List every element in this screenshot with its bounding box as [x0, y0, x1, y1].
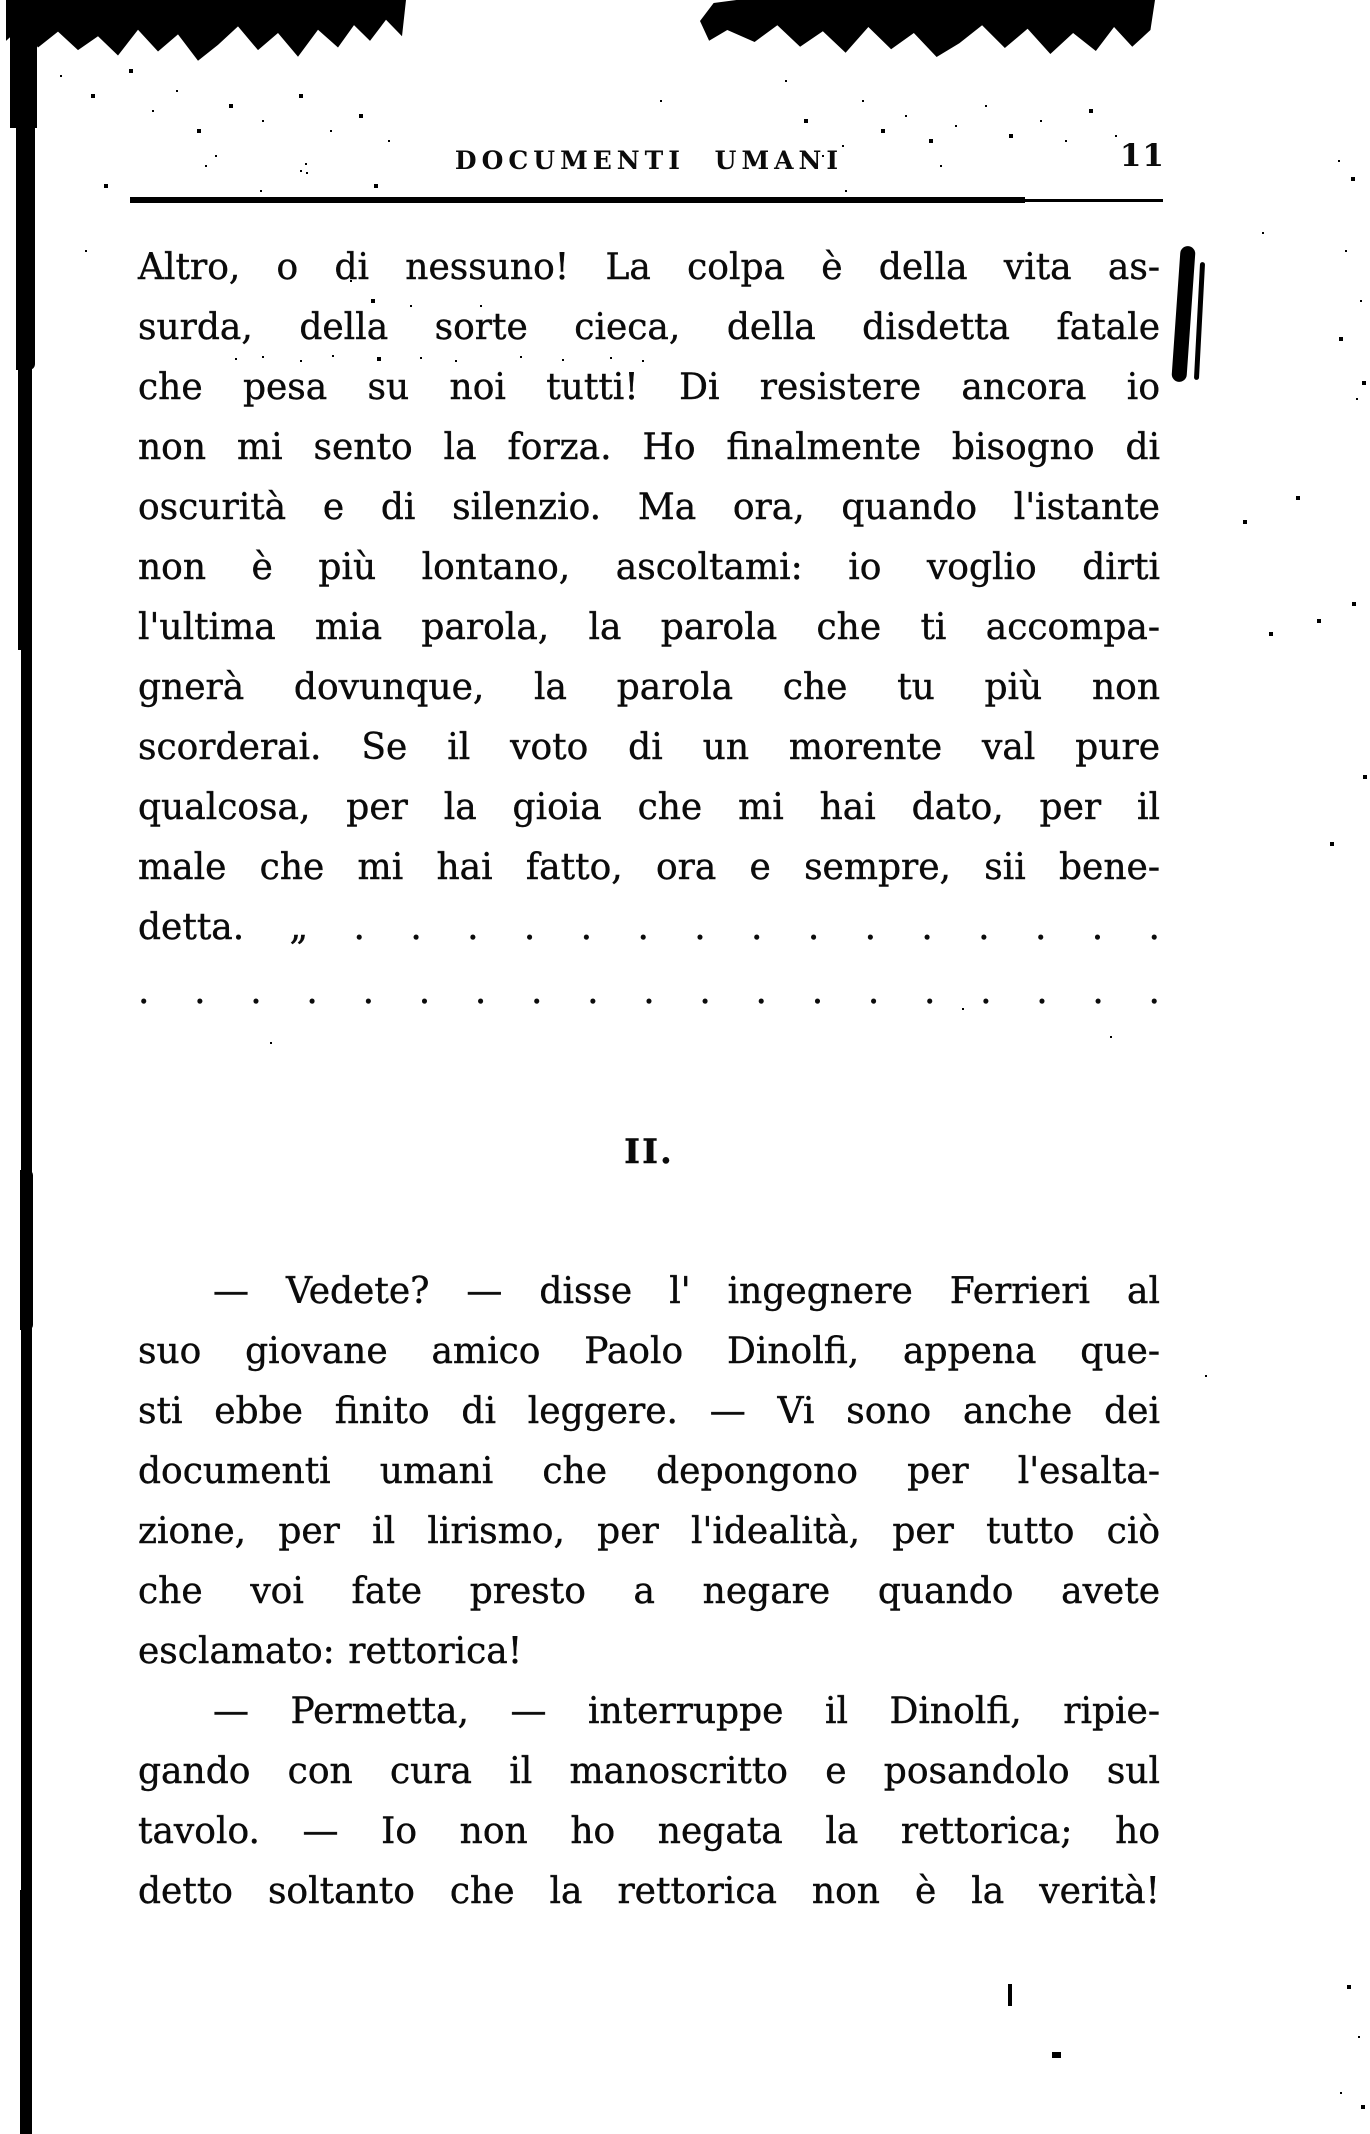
header-rule-thin: [1023, 199, 1163, 202]
leader-dots-line: . . . . . . . . . . . . . . . . . . .: [138, 971, 1160, 1012]
text-line: non mi sento la forza. Ho finalmente bisogno di: [138, 427, 1160, 468]
gutter-shadow-mid: [18, 360, 32, 650]
paragraph-block-2: [138, 1262, 1160, 1922]
text-line: — Vedete? — disse l' ingegnere Ferrieri al: [213, 1271, 1160, 1312]
text-line: oscurità e di silenzio. Ma ora, quando l'istante: [138, 487, 1160, 528]
text-line: Altro, o di nessuno! La colpa è della vita as-: [138, 247, 1160, 288]
text-line: che pesa su noi tutti! Di resistere ancora io: [138, 367, 1160, 408]
text-line: non è più lontano, ascoltami: io voglio dirti: [138, 547, 1160, 588]
scan-speckles: [0, 0, 2, 2]
text-line: scorderai. Se il voto di un morente val pure: [138, 727, 1160, 768]
scan-noise-top-center: [700, 0, 1155, 60]
ink-smudge-thin: [1194, 262, 1205, 380]
text-line: male che mi hai fatto, ora e sempre, sii bene-: [138, 847, 1160, 888]
text-line: tavolo. — Io non ho negata la rettorica; ho: [138, 1811, 1160, 1852]
text-line: esclamato: rettorica!: [138, 1631, 523, 1672]
text-line: documenti umani che depongono per l'esalta-: [138, 1451, 1160, 1492]
text-line: l'ultima mia parola, la parola che ti accompa-: [138, 607, 1160, 648]
gutter-shadow-foot: [20, 1890, 32, 2134]
section-heading: II.: [624, 1132, 674, 1172]
gutter-shadow-low: [20, 1170, 33, 1330]
text-line: sti ebbe finito di leggere. — Vi sono anche dei: [138, 1391, 1160, 1432]
ink-smudge: [1171, 246, 1195, 383]
ink-tick: [1052, 2052, 1061, 2058]
text-line: che voi fate presto a negare quando avete: [138, 1571, 1160, 1612]
text-line: detto soltanto che la rettorica non è la verità!: [138, 1871, 1160, 1912]
text-line: suo giovane amico Paolo Dinolfi, appena que-: [138, 1331, 1160, 1372]
gutter-shadow-upper: [16, 120, 35, 370]
text-line: zione, per il lirismo, per l'idealità, per tutto ciò: [138, 1511, 1160, 1552]
text-line: surda, della sorte cieca, della disdetta fatale: [138, 307, 1160, 348]
text-line: gando con cura il manoscritto e posandolo sul: [138, 1751, 1160, 1792]
text-line: detta. „ . . . . . . . . . . . . . . .: [138, 907, 1160, 948]
leader-dots-row: [138, 962, 1160, 1022]
text-line: qualcosa, per la gioia che mi hai dato, per il: [138, 787, 1160, 828]
paragraph-block-1: [138, 238, 1160, 958]
text-line: — Permetta, — interruppe il Dinolfi, ripie-: [213, 1691, 1160, 1732]
scan-noise-top-left: [6, 0, 406, 66]
page-number: 11: [1119, 138, 1165, 174]
text-line: gnerà dovunque, la parola che tu più non: [138, 667, 1160, 708]
ink-tick: [1008, 1984, 1012, 2006]
header-rule: [130, 197, 1025, 203]
running-title: DOCUMENTI UMANI: [454, 146, 844, 175]
